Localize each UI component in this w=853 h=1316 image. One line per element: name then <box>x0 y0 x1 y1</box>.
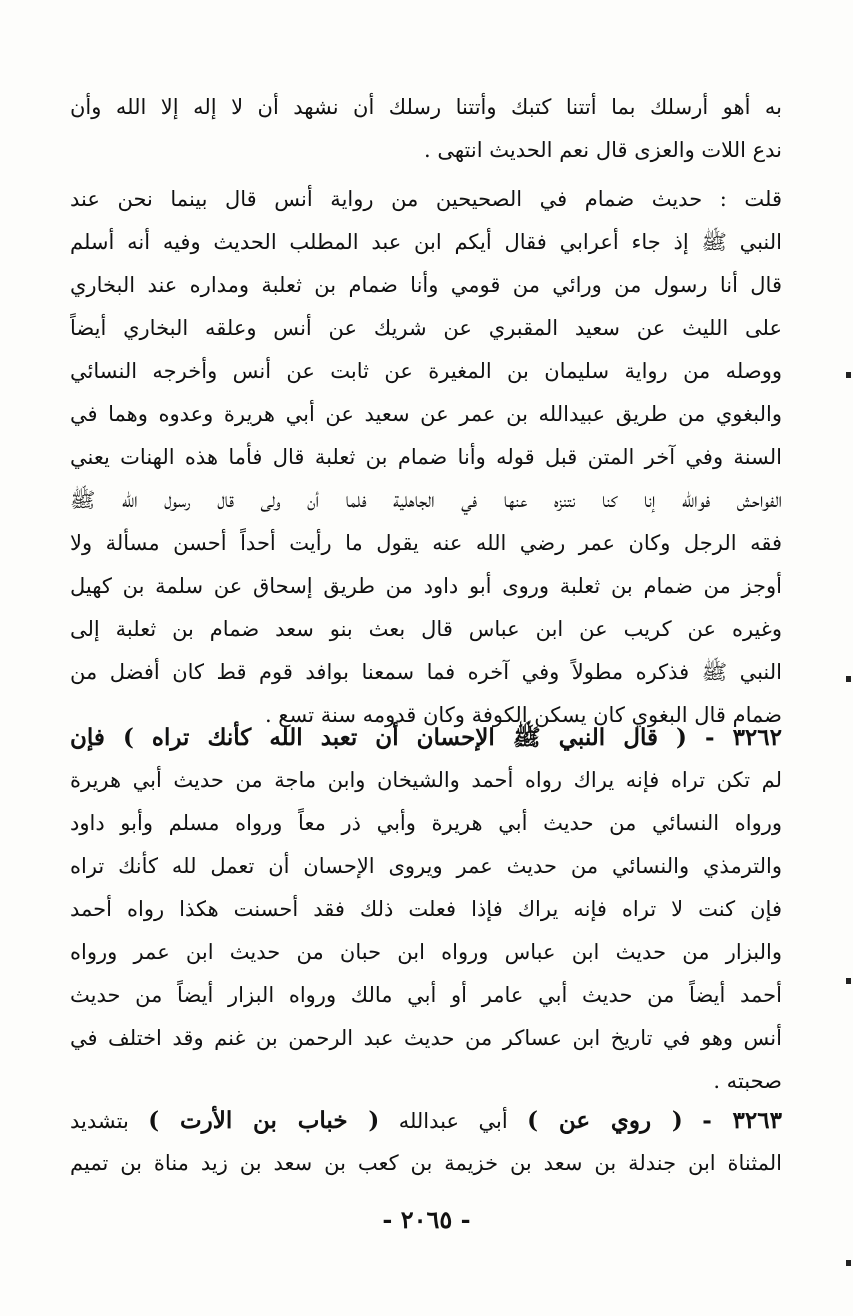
text-line: فقه الرجل وكان عمر رضي الله عنه يقول ما رأيت أحداً أحسن مسألة ولا <box>70 531 782 555</box>
text-line: لم تكن تراه فإنه يراك رواه أحمد والشيخان وابن ماجة من حديث أبي هريرة <box>70 768 782 792</box>
paragraph-4 <box>70 1099 782 1185</box>
riwaya-label: ( روي عن ) <box>527 1107 683 1134</box>
text-line: والترمذي والنسائي من حديث عمر ويروى الإحسان أن تعمل لله كأنك تراه <box>70 854 782 878</box>
text-line: صحبته . <box>713 1069 782 1093</box>
text-line: أحمد أيضاً من حديث أبي عامر أو أبي مالك ورواه البزار أيضاً من حديث <box>70 983 782 1007</box>
entry-heading <box>70 1099 782 1142</box>
text-line: قال أنا رسول من ورائي من قومي وأنا ضمام بن ثعلبة ومداره عند البخاري <box>70 273 782 297</box>
text-line: الفواحش فوالله إنا كنا نتنزه عنها في الجاهلية فلما أن ولى قال رسول الله ﷺ <box>70 488 782 512</box>
text-line: أوجز من ضمام بن ثعلبة وروى أبو داود من طريق إسحاق عن سلمة بن كهيل <box>70 574 782 598</box>
paragraph-3 <box>70 716 782 1103</box>
margin-mark <box>846 372 851 378</box>
margin-mark <box>846 676 851 682</box>
entry-heading: ٣٢٦٢ - ( قال النبي ﷺ الإحسان أن تعبد الله كأنك تراه ) فإن <box>70 724 782 751</box>
text-line: النبي ﷺ فذكره مطولاً وفي آخره فما سمعنا بوافد قوم قط كان أفضل من <box>70 660 782 684</box>
text-line: السنة وفي آخر المتن قبل قوله وأنا ضمام بن ثعلبة قال فأما هذه الهنات يعني <box>70 445 782 469</box>
heading-tail: بتشديد <box>70 1109 129 1133</box>
text-line: ورواه النسائي من حديث أبي هريرة وأبي ذر معاً ورواه مسلم وأبو داود <box>70 811 782 835</box>
text-line: به أهو أرسلك بما أتتنا كتبك وأتتنا رسلك أن نشهد أن لا إله إلا الله وأن <box>70 95 782 119</box>
kunya: أبي عبدالله <box>398 1109 508 1133</box>
text-line: والبغوي من طريق عبيدالله بن عمر عن سعيد عن أبي هريرة وعدوه وهما في <box>70 402 782 426</box>
text-line: أنس وهو في تاريخ ابن عساكر من حديث عبد الرحمن بن غنم وقد اختلف في <box>70 1026 782 1050</box>
text-line: والبزار من حديث ابن عباس ورواه ابن حبان من حديث ابن عمر ورواه <box>70 940 782 964</box>
narrator-name: ( خباب بن الأرت ) <box>148 1107 380 1134</box>
text-line: على الليث عن سعيد المقبري عن شريك عن أنس وعلقه البخاري أيضاً <box>70 316 782 340</box>
paragraph-2 <box>70 178 782 737</box>
text-line: ضمام قال البغوي كان يسكن الكوفة وكان قدومه سنة تسع . <box>264 703 782 727</box>
page-number: - ٢٠٦٥ - <box>382 1205 471 1234</box>
text-line: فإن كنت لا تراه فإنه يراك فإذا فعلت ذلك فقد أحسنت هكذا رواه أحمد <box>70 897 782 921</box>
text-line: قلت : حديث ضمام في الصحيحين من رواية أنس قال بينما نحن عند <box>70 187 782 211</box>
text-line: النبي ﷺ إذ جاء أعرابي فقال أيكم ابن عبد المطلب الحديث وفيه أنه أسلم <box>70 230 782 254</box>
paragraph-1 <box>70 86 782 172</box>
margin-mark <box>846 978 851 984</box>
text-line: وغيره عن كريب عن ابن عباس قال بعث بنو سعد ضمام بن ثعلبة إلى <box>70 617 782 641</box>
text-line: ندع اللات والعزى قال نعم الحديث انتهى . <box>424 138 782 162</box>
text-line: ووصله من رواية سليمان بن المغيرة عن ثابت عن أنس وأخرجه النسائي <box>70 359 782 383</box>
margin-mark <box>846 1260 851 1266</box>
entry-number: ٣٢٦٣ - <box>702 1107 782 1134</box>
text-line: المثناة ابن جندلة بن سعد بن خزيمة بن كعب بن سعد بن زيد مناة بن تميم <box>70 1151 782 1175</box>
